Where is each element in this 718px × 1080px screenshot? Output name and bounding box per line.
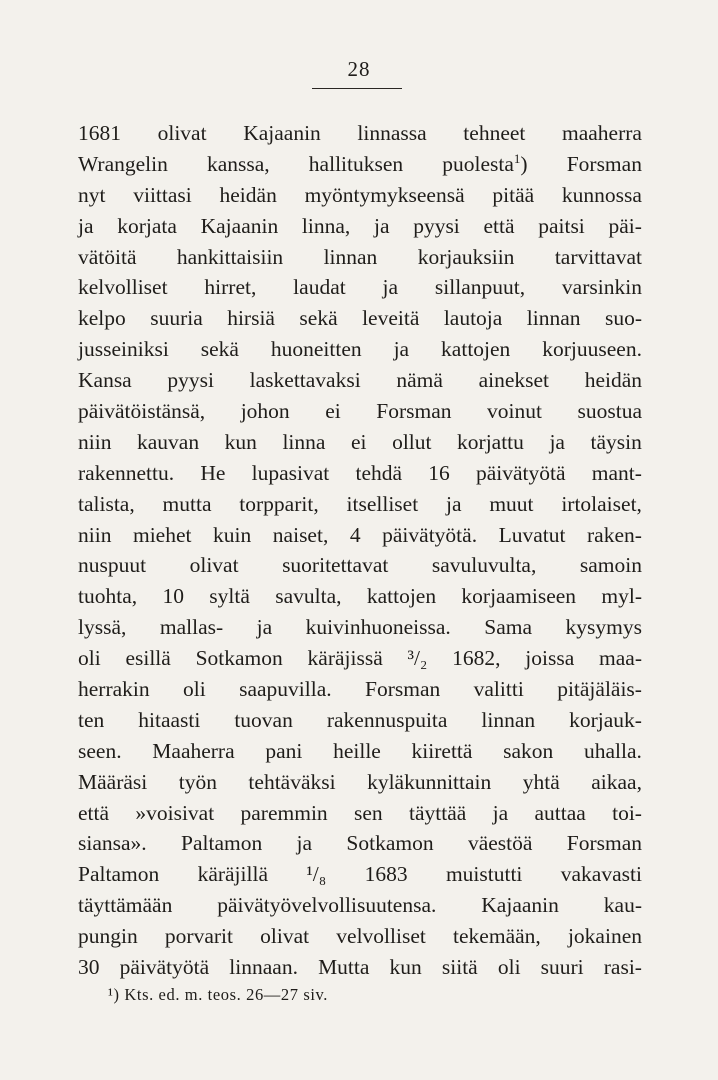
word: että [483,213,515,238]
word: velvolliset [336,924,426,949]
word: joissa [525,646,575,671]
word: heille [333,738,381,763]
text-line [78,272,642,303]
word: mutta [162,491,212,516]
word: linnan [526,306,581,331]
word: tuohta, [78,584,138,609]
word: sillanpuut, [434,275,526,300]
word: pani [265,738,303,763]
text-line [78,890,642,921]
word: kau- [603,893,642,918]
word: 1682, [452,646,501,671]
text-line [78,859,642,890]
text-line [78,798,642,829]
word: 4 [349,522,361,547]
word: kelvolliset [78,275,168,300]
word: ³/₂ [407,646,428,671]
word: myöntymykseensä [304,182,465,207]
text-line [78,705,642,736]
word: linna [282,429,326,454]
word: oli [183,677,206,702]
word: käräjissä [307,646,383,671]
word: täyttää [408,800,467,825]
text-line [78,242,642,273]
text-line [78,149,642,180]
footnote-reference-paren: ) [520,151,528,176]
text-line [78,427,642,458]
word: Paltamon [181,831,263,856]
word: linnan [481,707,536,732]
word: itselliset [346,491,419,516]
word: sakon [503,738,554,763]
text-line [78,458,642,489]
word: uhalla. [584,738,642,763]
footnote-reference: 1 [513,150,521,166]
word: Forsman [566,831,642,856]
word: Kajaanin [243,121,321,145]
word: hirsiä [227,306,275,331]
word: suuri [540,955,584,980]
word: toi- [612,800,642,825]
text-line [78,643,642,674]
word: ei [325,399,341,424]
word: Luvatut [498,522,566,547]
word: Määräsi [78,769,148,794]
word: tehtäväksi [248,769,336,794]
word: korjattu [457,429,524,454]
word: 16 [428,460,450,485]
word: täysin [590,429,642,454]
word: Forsman [376,399,452,424]
word: Wrangelin [78,151,168,176]
word: korjuuseen. [542,337,642,362]
word: Mutta [318,955,370,980]
text-line [78,118,642,149]
word: voinut [487,399,542,424]
word: sekä [299,306,338,331]
word: seen. [78,738,122,763]
word: Kansa [78,368,132,393]
word: raken- [587,522,642,547]
page-number: 28 [347,57,371,81]
word: kysymys [565,615,642,640]
word: käräjillä [197,862,268,887]
word: syltä [209,584,250,609]
word: Forsman [365,677,441,702]
word: heidän [219,182,277,207]
word: kyläkunnittain [367,769,492,794]
word: irtolaiset, [561,491,642,516]
word: päivätyötä [119,955,210,980]
word: kauvan [137,429,200,454]
word: jusseiniksi [78,337,169,362]
word: ten [78,707,105,732]
word: tehneet [463,121,526,145]
word: linnassa [357,121,427,145]
word: ja [393,337,410,362]
word: sekä [200,337,239,362]
word: ja [373,213,390,238]
word: puolesta$^1$) [442,149,527,180]
word: niin [78,522,112,547]
word: kun [224,429,257,454]
footnote-text: Kts. ed. m. teos. 26—27 siv. [124,985,329,1004]
word: johon [240,399,290,424]
word: kuin [213,522,252,547]
body-paragraph [78,118,642,983]
word: 1681 [78,121,121,145]
text-line [78,767,642,798]
word: torpparit, [239,491,319,516]
word: myl- [601,584,642,609]
text-line [78,581,642,612]
word: päivätyötä. [382,522,478,547]
word: He [200,460,226,485]
word: olivat [189,553,239,578]
text-line [78,211,642,242]
word: kattojen [441,337,511,362]
word: kelpo [78,306,126,331]
word: hitaasti [138,707,201,732]
word: ja [78,213,94,238]
word: vakavasti [560,862,642,887]
word: olivat [260,924,310,949]
word: maaherra [561,121,642,145]
word: siansa». [78,831,147,856]
word: Sotkamon [195,646,283,671]
word: ainekset [478,368,550,393]
word: Paltamon [78,862,160,887]
word: kattojen [366,584,437,609]
text-line [78,674,642,705]
word: korjauk- [569,707,642,732]
text-line [78,828,642,859]
word: oli [497,955,521,980]
word: päi- [608,213,642,238]
text-line [78,550,642,581]
word: heidän [584,368,642,393]
word: kun [389,955,422,980]
text-line [78,334,642,365]
word: väestöä [467,831,533,856]
word: rakennuspuita [326,707,448,732]
word: korjauksiin [417,244,515,269]
word: oli [78,646,101,671]
word: muut [489,491,534,516]
word: kunnossa [561,182,642,207]
word: paremmin [240,800,328,825]
word: mant- [591,460,642,485]
word: herrakin [78,677,150,702]
word: maa- [599,646,642,671]
word: Sama [484,615,533,640]
word: 1683 [364,862,408,887]
word: pitäjäläis- [557,677,642,702]
word: Kajaanin [200,213,279,238]
word: 30 [78,955,100,980]
word: pyysi [413,213,460,238]
word: pitää [492,182,535,207]
word: auttaa [534,800,586,825]
word: täyttämään [78,893,173,918]
word: hankittaisiin [176,244,284,269]
word: hirret, [204,275,257,300]
word: varsinkin [561,275,642,300]
footnote [108,985,328,1005]
word: hallituksen [308,151,404,176]
word: viittasi [133,182,192,207]
word: jokainen [567,924,642,949]
text-line [78,396,642,427]
page-number-rule [312,88,402,89]
word: korjata [117,213,177,238]
word: tehdä [355,460,403,485]
footnote-marker: ¹) [108,985,120,1004]
word: valitti [473,677,524,702]
word: »voisivat [135,800,215,825]
text-line [78,952,642,983]
word: muistutti [445,862,523,887]
text-line [78,180,642,211]
word: laskettavaksi [249,368,361,393]
word: suostua [577,399,642,424]
word: nyt [78,182,106,207]
word: mallas- [159,615,224,640]
word: miehet [132,522,192,547]
word: ei [350,429,367,454]
word: Sotkamon [346,831,434,856]
text-line [78,303,642,334]
word: ja [256,615,273,640]
word: linnan [323,244,378,269]
word: pungin [78,924,138,949]
word: savulta, [275,584,342,609]
word: lupasivat [251,460,330,485]
word: ja [296,831,313,856]
word: rakennettu. [78,460,175,485]
word: savuluvulta, [431,553,537,578]
word: vätöitä [78,244,137,269]
word: siitä [441,955,478,980]
text-line [78,365,642,396]
word: kanssa, [206,151,270,176]
word: kuivinhuoneissa. [305,615,451,640]
word: suuria [150,306,203,331]
word: aikaa, [591,769,642,794]
word: tekemään, [453,924,541,949]
word: että [78,800,110,825]
word: ja [445,491,462,516]
word: naiset, [272,522,329,547]
word: porvarit [164,924,233,949]
word: ¹/₈ [306,862,327,887]
word: sen [354,800,383,825]
word: lautoja [443,306,503,331]
word: Maaherra [152,738,235,763]
word: yhtä [522,769,560,794]
word: leveitä [362,306,420,331]
word: olivat [157,121,207,145]
word: Forsman [566,151,642,176]
word: kiirettä [411,738,473,763]
word: ja [492,800,509,825]
text-line [78,489,642,520]
word: tarvittavat [554,244,642,269]
word: saapuvilla. [239,677,332,702]
word: suoritettavat [282,553,389,578]
text-line [78,921,642,952]
word: päivätyötä [475,460,566,485]
word: lyssä, [78,615,127,640]
word: rasi- [603,955,642,980]
word: ollut [392,429,432,454]
word: esillä [125,646,171,671]
word: samoin [579,553,642,578]
word: ja [549,429,565,454]
text-line [78,736,642,767]
word: talista, [78,491,135,516]
word: suo- [604,306,642,331]
word: niin [78,429,112,454]
word: Kajaanin [481,893,559,918]
word: pyysi [167,368,214,393]
word: päivätyövelvollisuutensa. [217,893,437,918]
word: nuspuut [78,553,147,578]
word: linnaan. [229,955,298,980]
word: korjaamiseen [461,584,577,609]
word: paitsi [538,213,585,238]
word: 10 [162,584,184,609]
word: laudat [293,275,346,300]
word: ja [382,275,399,300]
word: nämä [396,368,443,393]
word: työn [178,769,217,794]
word: päivätöistänsä, [78,399,206,424]
word: tuovan [234,707,293,732]
word: linna, [301,213,351,238]
text-line [78,520,642,551]
word: huoneitten [270,337,362,362]
text-line [78,612,642,643]
